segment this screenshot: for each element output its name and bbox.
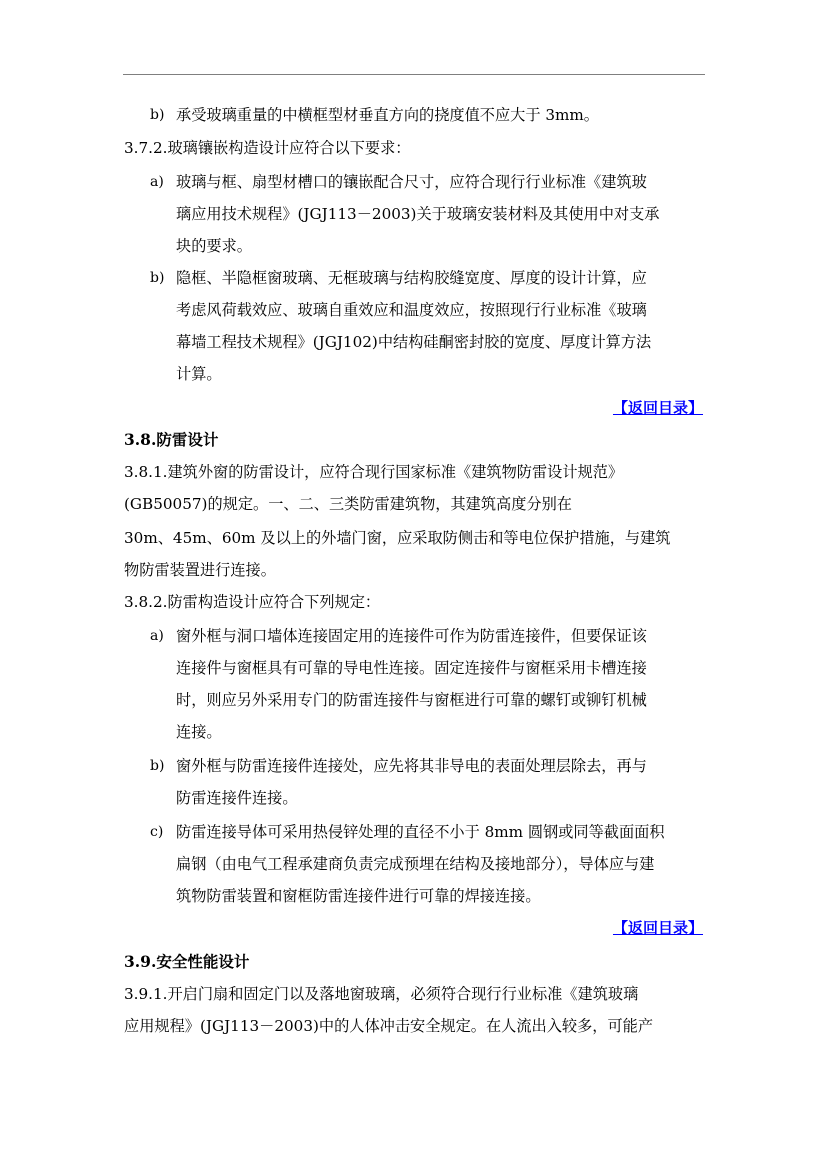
- text-line: 物防雷装置进行连接。: [124, 561, 276, 579]
- return-to-toc-link[interactable]: 【返回目录】: [612, 399, 703, 417]
- list-marker-b: b): [150, 758, 165, 774]
- text-line: 连接。: [176, 723, 222, 741]
- list-marker-c: c): [150, 824, 164, 840]
- list-marker-b: b): [150, 107, 165, 123]
- section-heading-3-9: 3.9.安全性能设计: [124, 952, 250, 971]
- return-to-toc-link[interactable]: 【返回目录】: [612, 919, 703, 937]
- text-line: 时，则应另外采用专门的防雷连接件与窗框进行可靠的螺钉或铆钉机械: [176, 691, 647, 709]
- text-line: 连接件与窗框具有可靠的导电性连接。固定连接件与窗框采用卡槽连接: [176, 659, 647, 677]
- clause-3-8-1: 3.8.1.建筑外窗的防雷设计，应符合现行国家标准《建筑物防雷设计规范》: [124, 463, 624, 481]
- text-line: 隐框、半隐框窗玻璃、无框玻璃与结构胶缝宽度、厚度的设计计算，应: [176, 269, 647, 287]
- text-line: 窗外框与洞口墙体连接固定用的连接件可作为防雷连接件，但要保证该: [176, 627, 647, 645]
- clause-3-9-1: 3.9.1.开启门扇和固定门以及落地窗玻璃，必须符合现行行业标准《建筑玻璃: [124, 985, 639, 1003]
- text-line: 窗外框与防雷连接件连接处，应先将其非导电的表面处理层除去，再与: [176, 757, 647, 775]
- section-heading-3-8: 3.8.防雷设计: [124, 430, 219, 449]
- text-line: 计算。: [176, 365, 222, 383]
- text-line: 应用规程》(JGJ113－2003)中的人体冲击安全规定。在人流出入较多，可能产: [124, 1017, 654, 1035]
- header-rule: [123, 74, 705, 75]
- text-line: 筑物防雷装置和窗框防雷连接件进行可靠的焊接连接。: [176, 887, 541, 905]
- text-line: 玻璃与框、扇型材槽口的镶嵌配合尺寸，应符合现行行业标准《建筑玻: [176, 173, 647, 191]
- text-line: 防雷连接件连接。: [176, 789, 298, 807]
- text-line: 块的要求。: [176, 237, 252, 255]
- text-line: 30m、45m、60m 及以上的外墙门窗，应采取防侧击和等电位保护措施，与建筑: [124, 529, 671, 547]
- list-marker-a: a): [150, 174, 164, 190]
- list-marker-b: b): [150, 270, 165, 286]
- clause-3-7-2: 3.7.2.玻璃镶嵌构造设计应符合以下要求：: [124, 139, 411, 157]
- text-line: 扁钢（由电气工程承建商负责完成预埋在结构及接地部分），导体应与建: [176, 855, 655, 873]
- text-line: 幕墙工程技术规程》(JGJ102)中结构硅酮密封胶的宽度、厚度计算方法: [176, 333, 652, 351]
- text-line: 防雷连接导体可采用热侵锌处理的直径不小于 8mm 圆钢或同等截面面积: [176, 823, 665, 841]
- text-line: 承受玻璃重量的中横框型材垂直方向的挠度值不应大于 3mm。: [176, 106, 599, 124]
- text-line: 考虑风荷载效应、玻璃自重效应和温度效应，按照现行行业标准《玻璃: [176, 301, 647, 319]
- list-marker-a: a): [150, 628, 164, 644]
- clause-3-8-2: 3.8.2.防雷构造设计应符合下列规定：: [124, 593, 381, 611]
- text-line: (GB50057)的规定。一、二、三类防雷建筑物，其建筑高度分别在: [124, 495, 572, 513]
- text-line: 璃应用技术规程》(JGJ113－2003)关于玻璃安装材料及其使用中对支承: [176, 205, 660, 223]
